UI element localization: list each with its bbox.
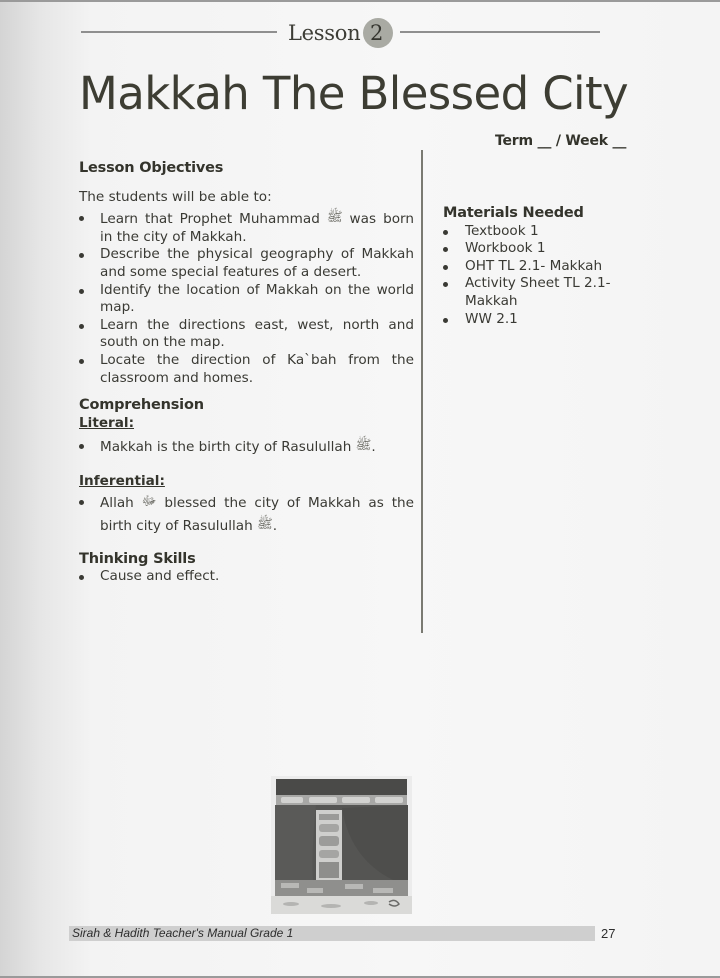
bullet-icon [79,575,84,580]
objectives-list [79,209,414,387]
lesson-objectives-section [79,160,414,387]
bullet-icon [443,247,448,252]
list-item: Activity Sheet TL 2.1- Makkah [443,275,615,310]
footer-book-title: Sirah & Hadith Teacher's Manual Grade 1 [72,926,294,940]
list-item: Learn that Prophet Muhammad ﷺ was born in the city of Makkah. [79,209,414,246]
list-item: Cause and effect. [79,568,414,586]
page-top-edge [0,0,720,2]
list-item: Makkah is the birth city of Rasulullah ﷺ. [79,437,414,457]
literal-heading: Literal: [79,414,135,431]
bullet-icon [443,318,448,323]
honorific-icon: ﷻ [141,493,157,509]
list-item: Locate the direction of Ka`bah from the classroom and homes. [79,352,414,387]
bullet-icon [79,324,84,329]
kaaba-roof [276,779,407,795]
page-number: 27 [601,926,616,941]
left-column [79,160,414,586]
bullet-icon [79,289,84,294]
literal-list [79,437,414,457]
header-rule-right [400,31,600,33]
comprehension-section [79,397,414,536]
kaaba-illustration-icon [271,776,412,914]
honorific-icon: ﷺ [257,516,273,532]
materials-section [443,205,673,328]
list-item: Workbook 1 [443,240,673,258]
objectives-intro: The students will be able to: [79,188,272,205]
list-item: Describe the physical geography of Makkah and some special features of a desert. [79,246,414,281]
comprehension-heading: Comprehension [79,397,204,414]
list-item: Allah ﷻ blessed the city of Makkah as the birth city of Rasulullah ﷺ. [79,491,414,537]
thinking-skills-heading: Thinking Skills [79,550,196,567]
bullet-icon [443,282,448,287]
inferential-heading: Inferential: [79,472,165,489]
page-title: Makkah The Blessed City [79,67,629,120]
list-item: Textbook 1 [443,223,673,241]
materials-heading: Materials Needed [443,205,584,221]
list-item: Learn the directions east, west, north and south on the map. [79,317,414,352]
materials-list [443,223,673,329]
honorific-icon: ﷺ [355,438,372,454]
list-item: OHT TL 2.1- Makkah [443,258,673,276]
thinking-skills-section [79,551,414,586]
bullet-icon [79,500,84,505]
list-item: Identify the location of Makkah on the world map. [79,282,414,317]
bullet-icon [79,359,84,364]
bullet-icon [79,216,84,221]
column-divider [421,150,423,633]
bullet-icon [79,253,84,258]
lesson-objectives-heading: Lesson Objectives [79,160,224,176]
bullet-icon [443,265,448,270]
bullet-icon [443,230,448,235]
bullet-icon [79,444,84,449]
lesson-label: Lesson [288,21,361,45]
inferential-list [79,491,414,537]
honorific-icon: ﷺ [326,210,343,226]
list-item: WW 2.1 [443,311,673,329]
thinking-skills-list [79,568,414,586]
term-week-label: Term __ / Week __ [495,133,627,149]
header-rule-left [81,31,277,33]
lesson-number: 2 [370,21,384,45]
